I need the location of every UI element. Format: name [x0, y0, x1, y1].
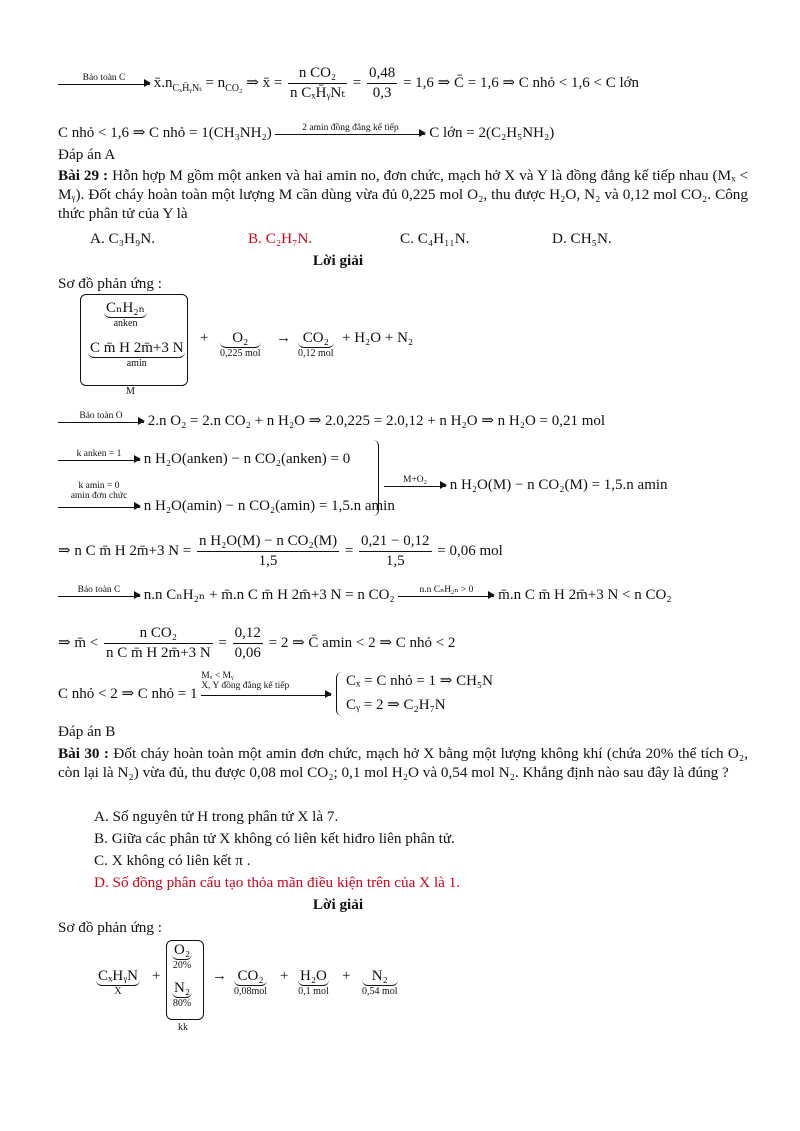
- mixture-label: M: [126, 386, 135, 397]
- equation-text: = 2 ⇒ C̄ amin < 2 ⇒ C nhỏ < 2: [268, 634, 456, 651]
- n2-formula: N₂: [174, 980, 191, 996]
- o2-term: [172, 942, 192, 972]
- arrow-label: n.n CₙH₂ₙ > 0: [419, 585, 474, 596]
- mixture-k-line: [384, 476, 668, 495]
- subscript: CO₂: [225, 82, 243, 94]
- arrow-sign: →: [212, 968, 227, 984]
- n2-percent: 80%: [172, 998, 192, 1009]
- question-title: Bài 30 :: [58, 745, 109, 762]
- fraction-denominator: 0,06: [234, 645, 261, 661]
- air-label: kk: [178, 1022, 188, 1033]
- arrow-label-line: amin đơn chức: [70, 491, 128, 502]
- reaction-scheme-30: [58, 938, 748, 1048]
- anken-label: anken: [113, 318, 138, 329]
- amine-label: X: [114, 986, 122, 997]
- option-a: A. C₃H₉N.: [90, 230, 156, 247]
- reaction-arrow: [58, 73, 150, 85]
- amin-k-line: [58, 481, 395, 516]
- arrow-label: Bảo toàn O: [79, 411, 123, 422]
- fraction: [233, 624, 263, 663]
- reaction-arrow: [58, 411, 144, 423]
- fraction: [359, 532, 431, 571]
- amin-term: [88, 340, 185, 370]
- reaction-arrow: [58, 481, 140, 508]
- co2-formula: CO₂: [298, 330, 334, 348]
- fraction-numerator: n CO₂: [288, 64, 347, 84]
- equation-text: = 0,06 mol: [437, 542, 503, 559]
- option-b: B. C₂H₇N.: [248, 230, 313, 247]
- amin-formula: C m̄ H 2m̄+3 N: [90, 340, 184, 356]
- equation-text: C nhỏ < 1,6 ⇒ C nhỏ = 1(CH₃NH₂): [58, 125, 272, 141]
- fraction-denominator: 1,5: [385, 553, 405, 569]
- fraction: [288, 64, 347, 103]
- arrow-label: [201, 671, 331, 691]
- equation-text: n H₂O(anken) − n CO₂(anken) = 0: [143, 451, 351, 467]
- m-bar-line: ⇒ m̄ < $\frac{\text{n CO₂}}{\text{n C m̄ H 2m̄+3 N}}$ = $\frac{0,12}{0,06}$ = 2 ⇒ C̄ amin < 2 ⇒ C nhỏ < 2: [58, 625, 456, 661]
- co2-term: [298, 330, 334, 360]
- arrow-label: Bảo toàn C: [77, 585, 121, 596]
- fraction-numerator: 0,12: [233, 624, 263, 644]
- reaction-arrow: [384, 475, 446, 487]
- fraction-denominator: 1,5: [258, 553, 278, 569]
- arrow-label: 2 amin đồng đẳng kế tiếp: [302, 123, 399, 134]
- solution-heading: Lời giải: [312, 896, 364, 913]
- cy-result: Cᵧ = 2 ⇒ C₂H₇N: [346, 697, 446, 713]
- n2-product-term: [362, 968, 398, 998]
- fraction: [104, 624, 213, 663]
- products-rest: + H₂O + N₂: [342, 330, 414, 346]
- o2-formula: O₂: [220, 330, 261, 348]
- o2-amount: 0,225 mol: [220, 348, 261, 359]
- option-c: C. X không có liên kết π .: [94, 852, 251, 869]
- equation-text: C lớn = 2(C₂H₅NH₂): [429, 125, 555, 141]
- equation-text: 2.n O₂ = 2.n CO₂ + n H₂O ⇒ 2.0,225 = 2.0,12 + n H₂O ⇒ n H₂O = 0,21 mol: [147, 413, 606, 429]
- o2-term: [220, 330, 261, 360]
- arrow-label-line: X, Y đồng đẳng kế tiếp: [201, 681, 290, 692]
- left-brace: [336, 672, 343, 716]
- co2-amount: 0,12 mol: [298, 348, 334, 359]
- o2-percent: 20%: [172, 960, 192, 971]
- n2-product-formula: N₂: [362, 968, 398, 986]
- cx-result: Cₓ = C nhỏ = 1 ⇒ CH₅N: [346, 673, 493, 689]
- carbon-balance-line-2: [58, 586, 672, 605]
- scheme-label: Sơ đồ phản ứng :: [58, 919, 163, 936]
- answer-28: Đáp án A: [58, 146, 116, 163]
- reaction-scheme-29: [58, 294, 748, 404]
- equation-text: ⇒ n C m̄ H 2m̄+3 N =: [58, 542, 192, 559]
- reaction-arrow: [398, 585, 494, 597]
- amine-term: [96, 968, 140, 998]
- co2-term: [234, 968, 267, 998]
- arrow-sign: →: [276, 330, 291, 346]
- arrow-label: k anken = 1: [76, 449, 122, 460]
- equation-text: n H₂O(M) − n CO₂(M) = 1,5.n amin: [449, 477, 668, 493]
- fraction-denominator: 0,3: [372, 85, 392, 101]
- reaction-arrow: [201, 671, 331, 696]
- arrow-label: M+O₂: [403, 475, 427, 486]
- option-a: A. Số nguyên tử H trong phân tử X là 7.: [94, 808, 339, 825]
- n2-term: [172, 980, 192, 1010]
- question-29: [58, 166, 748, 223]
- equation-text: ⇒ x̄ =: [246, 74, 283, 91]
- co2-formula: CO₂: [234, 968, 267, 986]
- amin-label: amin: [126, 358, 147, 369]
- co2-amount: 0,08mol: [234, 986, 268, 997]
- h2o-formula: H₂O: [300, 968, 327, 984]
- anken-k-line: [58, 450, 350, 469]
- reaction-arrow: [275, 123, 425, 135]
- right-brace: [370, 440, 379, 516]
- equation-text: m̄.n C m̄ H 2m̄+3 N < n CO₂: [498, 587, 672, 603]
- arrow-label-line: Mₓ < Mᵧ: [201, 671, 234, 682]
- option-b: B. Giữa các phân tử X không có liên kết hiđro liên phân tử.: [94, 830, 455, 847]
- arrow-label: Bảo toàn C: [82, 73, 126, 83]
- n2-product-amount: 0,54 mol: [362, 986, 398, 997]
- fraction-numerator: 0,48: [367, 64, 397, 84]
- anken-term: [104, 298, 147, 330]
- anken-formula: CₙH₂ₙ: [106, 300, 146, 316]
- equation-text: n H₂O(amin) − n CO₂(amin) = 1,5.n amin: [143, 498, 395, 514]
- reaction-arrow: [58, 585, 140, 597]
- question-text: Đốt cháy hoàn toàn một amin đơn chức, mạch hở X bằng một lượng không khí (chứa 20% thể tích O₂, còn lại là N₂) vừa đủ, thu được 0,08 mol CO₂; 0,1 mol H₂O và 0,54 mol N₂. Khẳng định nào sau đây là đúng ?: [58, 745, 748, 781]
- equation-text: n.n CₙH₂ₙ + m̄.n C m̄ H 2m̄+3 N = n CO₂: [143, 587, 395, 603]
- question-30: [58, 744, 748, 782]
- solution-heading: Lời giải: [312, 252, 364, 269]
- plus-sign: +: [280, 968, 289, 984]
- fraction-numerator: n CO₂: [104, 624, 213, 644]
- plus-sign: +: [200, 330, 209, 346]
- arrow-label-line: k amin = 0: [78, 481, 120, 492]
- final-conclusion-line: [58, 671, 331, 704]
- reaction-arrow: [58, 449, 140, 461]
- fraction-numerator: n H₂O(M) − n CO₂(M): [197, 532, 339, 552]
- amine-formula: CₓHᵧN: [98, 968, 138, 984]
- equation-text: x̄.n: [153, 74, 173, 91]
- oxygen-balance-line: [58, 412, 605, 431]
- answer-29: Đáp án B: [58, 723, 116, 740]
- equation-text: C nhỏ < 2 ⇒ C nhỏ = 1: [58, 686, 198, 702]
- plus-sign: +: [342, 968, 351, 984]
- fraction-numerator: 0,21 − 0,12: [359, 532, 431, 552]
- fraction: [197, 532, 339, 571]
- h2o-amount: 0,1 mol: [298, 986, 329, 997]
- h2o-term: [298, 968, 329, 998]
- plus-sign: +: [152, 968, 161, 984]
- question-text: Hỗn hợp M gồm một anken và hai amin no, đơn chức, mạch hở X và Y là đồng đẳng kế tiếp nhau (Mₓ < Mᵧ). Đốt cháy hoàn toàn một lượng M cần dùng vừa đủ 0,225 mol O₂, thu được H₂O, N₂ và 0,12 mol CO₂. Công thức phân tử của Y là: [58, 167, 749, 222]
- option-d: D. CH₅N.: [552, 230, 612, 247]
- option-c: C. C₄H₁₁N.: [400, 230, 470, 247]
- scheme-label: Sơ đồ phản ứng :: [58, 275, 163, 292]
- equation-text: = n: [205, 74, 226, 91]
- carbon-conclusion-line: [58, 124, 554, 143]
- fraction: [367, 64, 397, 103]
- question-title: Bài 29 :: [58, 167, 109, 184]
- equation-text: = 1,6 ⇒ C̄ = 1,6 ⇒ C nhỏ < 1,6 < C lớn: [402, 74, 640, 91]
- fraction-denominator: n CₓH̄ᵧNₜ: [290, 85, 345, 101]
- arrow-label: [58, 481, 140, 501]
- option-d-text: D. Số đồng phân cấu tạo thỏa mãn điều kiện trên của X là 1.: [94, 874, 461, 891]
- o2-formula: O₂: [174, 942, 191, 958]
- equation-text: ⇒ m̄ <: [58, 634, 99, 651]
- subscript: CₓH̄ᵧNₜ: [172, 82, 202, 94]
- carbon-balance-line-1: Bảo toàn C $x̄.n_{C_xH̄ᵧN_t} = n_{CO_2}$ ⇒ x̄ = $\frac{\text{n CO₂}}{\text{n CₓH̄ᵧNₜ}}$ = $\frac{0,48}{0,3}$ = 1,6 ⇒ C̄ = 1,6 ⇒ C nhỏ < 1,6 < C lớn: [58, 64, 639, 103]
- fraction-denominator: n C m̄ H 2m̄+3 N: [105, 645, 211, 661]
- option-d: [94, 874, 460, 892]
- n-amin-line: ⇒ n C m̄ H 2m̄+3 N = $\frac{\text{n H₂O(M) − n CO₂(M)}}{1,5}$ = $\frac{0,21 - 0,12}{1,5}$ = 0,06 mol: [58, 533, 503, 569]
